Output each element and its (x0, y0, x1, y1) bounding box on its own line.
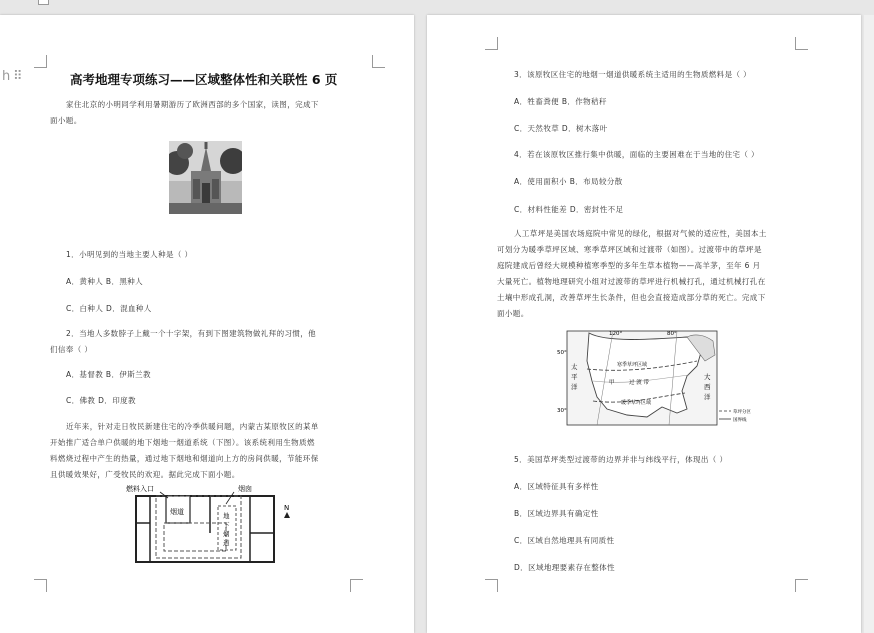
option-line: A．基督教 B．伊斯兰教 (66, 370, 151, 379)
paragraph-line: 大量死亡。植物地理研究小组对过渡带的草坪进行机械打孔，通过机械打孔在 (497, 277, 766, 286)
warm-season-zone-label: 暖季草坪区域 (621, 400, 652, 406)
underground-flue-label: 道 (223, 539, 230, 547)
paragraph-line: 近年来，针对走日牧民新建住宅的冷季供暖问题，内蒙古某原牧区的某单 (66, 422, 319, 431)
legend-zone-boundary: 草坪分区 (733, 410, 751, 415)
option-line: A．黄种人 B．黑种人 (66, 277, 144, 286)
question-4: 4．若在该原牧区推行集中供暖，面临的主要困难在于当地的住宅（ ） (514, 150, 759, 159)
paragraph-line: 土壤中形成孔洞，改善草坪生长条件，但也会直接造成部分草的死亡。完成下 (497, 293, 766, 302)
page-corner-mark (350, 579, 363, 592)
page-corner-mark (34, 579, 47, 592)
page-corner-mark (485, 579, 498, 592)
question-5: 5．美国草坪类型过渡带的边界并非与纬线平行，体现出（ ） (514, 455, 728, 464)
transition-zone-label: 过 渡 带 (629, 380, 649, 386)
question-1: 1．小明见到的当地主要人种是（ ） (66, 250, 193, 259)
paragraph-line: 且供暖效果好，广受牧民的欢迎。据此完成下面小题。 (50, 470, 240, 479)
option-line: C．材料性能差 D．密封性不足 (514, 205, 624, 214)
option-line: A．使用面积小 B．布局较分散 (514, 177, 623, 186)
chimney-label: 烟囱 (238, 485, 252, 493)
option-line: C．佛教 D．印度教 (66, 396, 136, 405)
north-arrow-icon (284, 512, 290, 518)
underground-flue-label: 烟 (223, 530, 230, 538)
pacific-label: 太 (571, 363, 578, 371)
option-line: A．牲畜粪便 B．作物秸秆 (514, 97, 607, 106)
paragraph-line: 面小题。 (50, 116, 82, 125)
page-corner-mark (34, 55, 47, 68)
flue-label: 烟道 (170, 508, 184, 516)
heading-marker-icon[interactable]: h (2, 69, 11, 84)
paragraph-line: 家住北京的小明同学利用暑期游历了欧洲西部的多个国家，读图，完成下 (66, 100, 319, 109)
longitude-label: 80° (667, 331, 677, 337)
atlantic-label: 西 (704, 383, 711, 391)
atlantic-label: 洋 (704, 393, 711, 401)
document-page-right (427, 15, 861, 633)
drag-handle-icon[interactable]: ⠿ (13, 69, 23, 84)
vertical-scrollbar[interactable] (864, 15, 874, 633)
document-page-left (0, 15, 414, 633)
paragraph-line: 面小题。 (497, 309, 529, 318)
latitude-label: 50° (557, 350, 567, 356)
pacific-label: 洋 (571, 383, 578, 391)
option-line: A．区域特征具有多样性 (514, 482, 599, 491)
longitude-label: 120° (609, 331, 623, 337)
church-photo (169, 141, 242, 214)
legend-national-border: 国界线 (733, 418, 747, 423)
option-line: B．区域边界具有确定性 (514, 509, 599, 518)
us-lawn-zone-map (537, 321, 757, 433)
page-corner-mark (372, 55, 385, 68)
top-tab-stub (38, 0, 49, 5)
paragraph-line: 料燃烧过程中产生的热量，通过地下烟地和烟道向上方的房间供暖，节能环保 (50, 454, 319, 463)
latitude-label: 30° (557, 408, 567, 414)
question-3: 3．该原牧区住宅的地烟一烟道供暖系统主适用的生物质燃料是（ ） (514, 70, 752, 79)
heating-system-diagram (126, 478, 296, 568)
cool-season-zone-label: 寒季草坪区域 (617, 362, 648, 368)
paragraph-line: 庭院建成后曾经大规模种植寒季型的多年生草本植物——高羊茅，至年 6 月 (497, 261, 761, 270)
page-corner-mark (485, 37, 498, 50)
zone-jia-label: 甲 (609, 380, 615, 386)
paragraph-line: 可划分为暖季草坪区域、寒季草坪区域和过渡带（如图）。过渡带中的草坪是 (497, 245, 762, 254)
option-line: C．区域自然地理具有同质性 (514, 536, 615, 545)
paragraph-line: 开始推广适合单户供暖的地下烟地一烟道系统（下图）。该系统利用生物质燃 (50, 438, 315, 447)
page-corner-mark (795, 579, 808, 592)
atlantic-label: 大 (704, 373, 711, 381)
paragraph-line: 人工草坪是美国农场庭院中常见的绿化，根据对气候的适应性，美国本土 (514, 229, 767, 238)
pacific-label: 平 (571, 373, 578, 381)
option-line: C．天然牧草 D．树木落叶 (514, 124, 608, 133)
underground-flue-label: 地 (223, 512, 230, 520)
north-label: N (284, 504, 290, 512)
underground-flue-label: 下 (223, 521, 230, 529)
page-corner-mark (795, 37, 808, 50)
question-2-cont: 们信奉（ ） (50, 345, 93, 354)
option-line: D．区域地理要素存在整体性 (514, 563, 615, 572)
option-line: C．白种人 D．混血种人 (66, 304, 152, 313)
question-2: 2．当地人多数脖子上戴一个十字架，有到下图建筑物做礼拜的习惯，他 (66, 329, 317, 338)
fuel-inlet-label: 燃料入口 (126, 485, 154, 493)
document-title: 高考地理专项练习——区域整体性和关联性 6 页 (70, 72, 338, 87)
